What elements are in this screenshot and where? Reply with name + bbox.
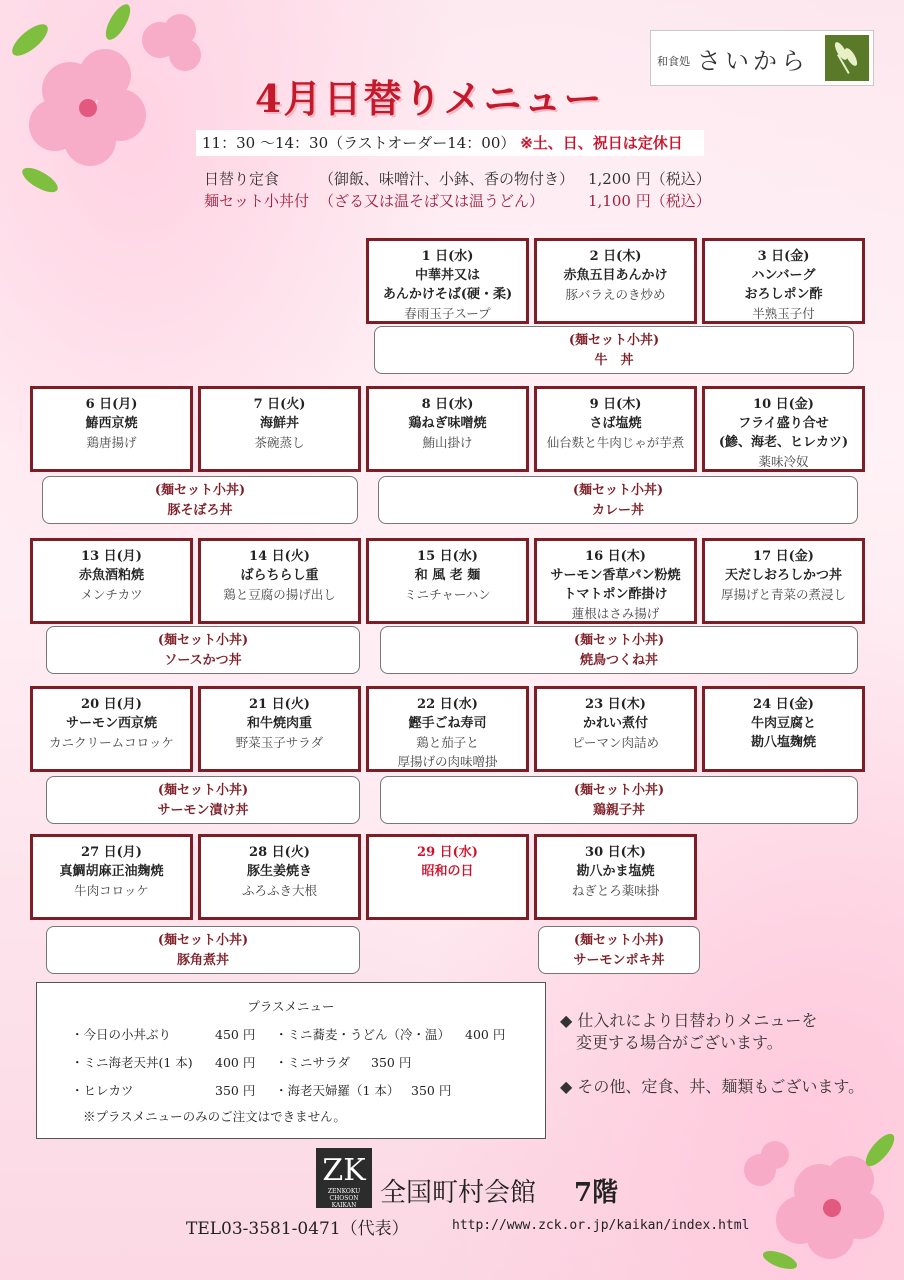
day-side-dish: ねぎとろ薬味掛	[571, 883, 660, 898]
price-amount: 1,100 円（税込）	[588, 192, 711, 210]
day-main-dish: 赤魚酒粕焼	[78, 568, 144, 583]
plus-item-price: 450 円	[215, 1027, 256, 1042]
zck-logo	[316, 1148, 372, 1208]
day-side-dish: 半熟玉子付	[752, 306, 815, 321]
day-date: 28 日(火)	[249, 845, 310, 860]
day-menu-card	[30, 386, 193, 472]
day-main-dish: (鯵、海老、ヒレカツ)	[718, 435, 849, 450]
day-date: 16 日(木)	[585, 549, 646, 564]
day-main-dish: 和 風 老 麺	[414, 568, 481, 583]
noodle-set-label: (麺セット小丼)	[572, 483, 664, 498]
day-main-dish: ばらちらし重	[240, 568, 319, 583]
day-menu-card	[198, 386, 361, 472]
day-date: 30 日(木)	[585, 845, 646, 860]
day-main-dish: サーモン西京焼	[65, 716, 157, 731]
day-date: 10 日(金)	[753, 397, 814, 412]
day-main-dish: 牛肉豆腐と	[750, 716, 816, 731]
day-menu-card	[366, 686, 529, 772]
logo-text: ZENKOKU	[327, 1188, 361, 1195]
page-title: 4月日替りメニュー	[255, 76, 604, 121]
day-main-dish: 鰆西京焼	[85, 416, 138, 431]
day-date: 21 日(火)	[249, 697, 310, 712]
plus-item-name: ・ミニ海老天丼(1 本)	[71, 1055, 193, 1070]
noodle-set-dish: サーモンポキ丼	[573, 953, 665, 968]
plus-menu-title: プラスメニュー	[247, 999, 335, 1014]
plus-item-name: ・ミニサラダ	[275, 1055, 350, 1070]
noodle-set-bowl	[374, 326, 854, 374]
noodle-set-label: (麺セット小丼)	[157, 783, 249, 798]
day-side-dish: 茶碗蒸し	[254, 435, 305, 450]
noodle-set-dish: 豚そぼろ丼	[167, 503, 233, 518]
day-menu-card	[702, 538, 865, 624]
day-date: 13 日(月)	[81, 549, 142, 564]
day-menu-card	[534, 386, 697, 472]
day-date: 23 日(木)	[585, 697, 646, 712]
logo-text: KAIKAN	[331, 1202, 357, 1209]
noodle-set-label: (麺セット小丼)	[568, 333, 660, 348]
noodle-set-dish: カレー丼	[591, 503, 644, 518]
day-menu-card	[30, 834, 193, 920]
day-date: 6 日(月)	[85, 397, 138, 412]
plus-item-price: 350 円	[215, 1083, 256, 1098]
day-menu-card	[198, 834, 361, 920]
day-date: 2 日(木)	[589, 249, 642, 264]
day-main-dish: トマトポン酢掛け	[563, 587, 668, 602]
day-date: 20 日(月)	[81, 697, 142, 712]
plus-item-name: ・海老天婦羅（1 本）	[275, 1083, 400, 1098]
plus-item-price: 400 円	[465, 1027, 506, 1042]
day-menu-card	[702, 386, 865, 472]
noodle-set-label: (麺セット小丼)	[573, 933, 665, 948]
cherry-blossom-icon	[0, 0, 230, 230]
day-menu-card	[198, 686, 361, 772]
day-side-dish: 蓮根はさみ揚げ	[571, 606, 660, 621]
day-side-dish: 薬味冷奴	[758, 454, 809, 469]
day-date: 22 日(水)	[417, 697, 478, 712]
day-date: 17 日(金)	[753, 549, 814, 564]
day-main-dish: 勘八かま塩焼	[576, 864, 655, 879]
noodle-set-bowl	[42, 476, 358, 524]
day-side-dish: ふろふき大根	[241, 883, 317, 898]
day-side-dish: 牛肉コロッケ	[74, 883, 149, 898]
noodle-set-label: (麺セット小丼)	[157, 633, 249, 648]
day-date: 1 日(水)	[421, 249, 474, 264]
note-other-items	[560, 1076, 864, 1098]
plus-item-price: 400 円	[215, 1055, 256, 1070]
day-main-dish: あんかけそば(硬・柔)	[382, 287, 513, 302]
price-detail: （御飯、味噌汁、小鉢、香の物付き）	[319, 170, 575, 188]
day-main-dish: ハンバーグ	[751, 268, 816, 283]
logo-subtitle: 和食処	[657, 55, 690, 68]
day-side-dish: 鶏唐揚げ	[86, 435, 137, 450]
day-main-dish: 海鮮丼	[259, 416, 299, 431]
phone-number: TEL03-3581-0471（代表）	[186, 1219, 409, 1239]
day-main-dish: 昭和の日	[421, 864, 474, 879]
day-side-dish: カニクリームコロッケ	[49, 735, 174, 750]
plus-item-name: ・ミニ蕎麦・うどん（冷・温）	[275, 1027, 451, 1042]
day-menu-card	[198, 538, 361, 624]
day-menu-card	[534, 834, 697, 920]
noodle-set-bowl	[46, 776, 360, 824]
venue-name: 全国町村会館	[380, 1178, 537, 1208]
day-side-dish: 春雨玉子スープ	[404, 306, 491, 321]
svg-text:ZK: ZK	[322, 1153, 366, 1186]
price-amount: 1,200 円（税込）	[588, 170, 711, 188]
day-date: 8 日(水)	[421, 397, 474, 412]
noodle-set-dish: サーモン漬け丼	[157, 803, 249, 818]
day-main-dish: 鶏ねぎ味噌焼	[408, 416, 487, 431]
day-side-dish: 厚揚げの肉味噌掛	[397, 754, 498, 769]
logo-name: さいから	[697, 47, 809, 75]
day-menu-card	[366, 238, 529, 324]
day-date: 3 日(金)	[757, 249, 810, 264]
noodle-set-dish: ソースかつ丼	[164, 653, 242, 668]
noodle-set-dish: 焼鳥つくね丼	[579, 653, 658, 668]
wheat-logo-icon	[825, 35, 869, 81]
day-side-dish: 野菜玉子サラダ	[235, 735, 324, 750]
day-menu-card	[366, 538, 529, 624]
day-main-dish: かれい煮付	[582, 716, 648, 731]
day-side-dish: ピーマン肉詰め	[571, 735, 659, 750]
day-main-dish: 赤魚五目あんかけ	[563, 268, 668, 283]
noodle-set-label: (麺セット小丼)	[573, 633, 665, 648]
noodle-set-bowl	[538, 926, 700, 974]
day-menu-card	[30, 538, 193, 624]
day-menu-card	[366, 834, 529, 920]
day-menu-card	[534, 238, 697, 324]
day-side-dish: メンチカツ	[80, 587, 143, 602]
day-side-dish: 鶏と豆腐の揚げ出し	[223, 587, 336, 602]
day-side-dish: 鶏と茄子と	[416, 735, 479, 750]
day-side-dish: 豚バラえのき炒め	[565, 287, 666, 302]
note-line: ◆ その他、定食、丼、麺類もございます。	[560, 1077, 865, 1096]
day-menu-card	[534, 538, 697, 624]
day-main-dish: さば塩焼	[589, 416, 642, 431]
venue-floor: 7階	[574, 1178, 619, 1208]
plus-menu-note: ※プラスメニューのみのご注文はできません。	[83, 1109, 346, 1124]
noodle-set-dish: 豚角煮丼	[176, 953, 229, 968]
closed-days: ※土、日、祝日は定休日	[520, 134, 683, 152]
day-side-dish: ミニチャーハン	[404, 587, 491, 602]
day-main-dish: サーモン香草パン粉焼	[550, 568, 681, 583]
noodle-set-bowl	[380, 626, 858, 674]
day-side-dish: 仙台麩と牛肉じゃが芋煮	[546, 435, 685, 450]
note-line: ◆ 仕入れにより日替わりメニューを	[560, 1011, 818, 1030]
plus-item-name: ・今日の小丼ぶり	[71, 1027, 172, 1042]
plus-item-price: 350 円	[411, 1083, 452, 1098]
noodle-set-label: (麺セット小丼)	[154, 483, 246, 498]
day-menu-card	[30, 686, 193, 772]
noodle-set-label: (麺セット小丼)	[573, 783, 665, 798]
day-menu-card	[534, 686, 697, 772]
day-main-dish: 豚生姜焼き	[246, 864, 312, 879]
price-detail: （ざる又は温そば又は温うどん）	[319, 192, 545, 210]
day-main-dish: 鰹手ごね寿司	[408, 716, 487, 731]
restaurant-logo	[650, 30, 874, 86]
day-side-dish: 鮪山掛け	[422, 435, 473, 450]
day-date: 27 日(月)	[81, 845, 142, 860]
day-date: 7 日(火)	[253, 397, 306, 412]
plus-item-name: ・ヒレカツ	[71, 1083, 134, 1098]
day-date: 29 日(水)	[417, 845, 478, 860]
hours-time: 11：30 ～14：30（ラストオーダー14：00）	[202, 134, 516, 152]
day-date: 9 日(木)	[589, 397, 642, 412]
day-date: 14 日(火)	[249, 549, 310, 564]
website-link[interactable]: http://www.zck.or.jp/kaikan/index.html	[452, 1218, 750, 1233]
day-menu-card	[702, 238, 865, 324]
day-main-dish: 天だしおろしかつ丼	[724, 568, 842, 583]
price-name: 麺セット小丼付	[204, 192, 310, 210]
noodle-set-bowl	[380, 776, 858, 824]
day-menu-card	[702, 686, 865, 772]
plus-menu	[36, 982, 546, 1139]
noodle-set-bowl	[46, 926, 360, 974]
day-main-dish: 勘八塩麹焼	[750, 735, 816, 750]
logo-text: CHOSON	[329, 1195, 359, 1202]
day-main-dish: フライ盛り合せ	[738, 416, 829, 431]
day-main-dish: 真鯛胡麻正油麹焼	[59, 864, 164, 879]
day-date: 24 日(金)	[753, 697, 814, 712]
note-menu-change	[560, 1010, 817, 1054]
day-side-dish: 厚揚げと青菜の煮浸し	[720, 587, 846, 602]
business-hours	[196, 130, 704, 156]
day-main-dish: 和牛焼肉重	[246, 716, 312, 731]
noodle-set-bowl	[378, 476, 858, 524]
plus-item-price: 350 円	[371, 1055, 412, 1070]
cherry-blossom-icon	[700, 1110, 900, 1280]
noodle-set-label: (麺セット小丼)	[157, 933, 249, 948]
noodle-set-bowl	[46, 626, 360, 674]
note-line: 変更する場合がございます。	[560, 1033, 783, 1052]
day-main-dish: 中華丼又は	[414, 268, 480, 283]
noodle-set-dish: 牛 丼	[594, 353, 634, 368]
noodle-set-dish: 鶏親子丼	[592, 803, 645, 818]
day-main-dish: おろしポン酢	[744, 287, 823, 302]
day-menu-card	[366, 386, 529, 472]
price-name: 日替り定食	[204, 170, 280, 188]
day-date: 15 日(水)	[417, 549, 478, 564]
